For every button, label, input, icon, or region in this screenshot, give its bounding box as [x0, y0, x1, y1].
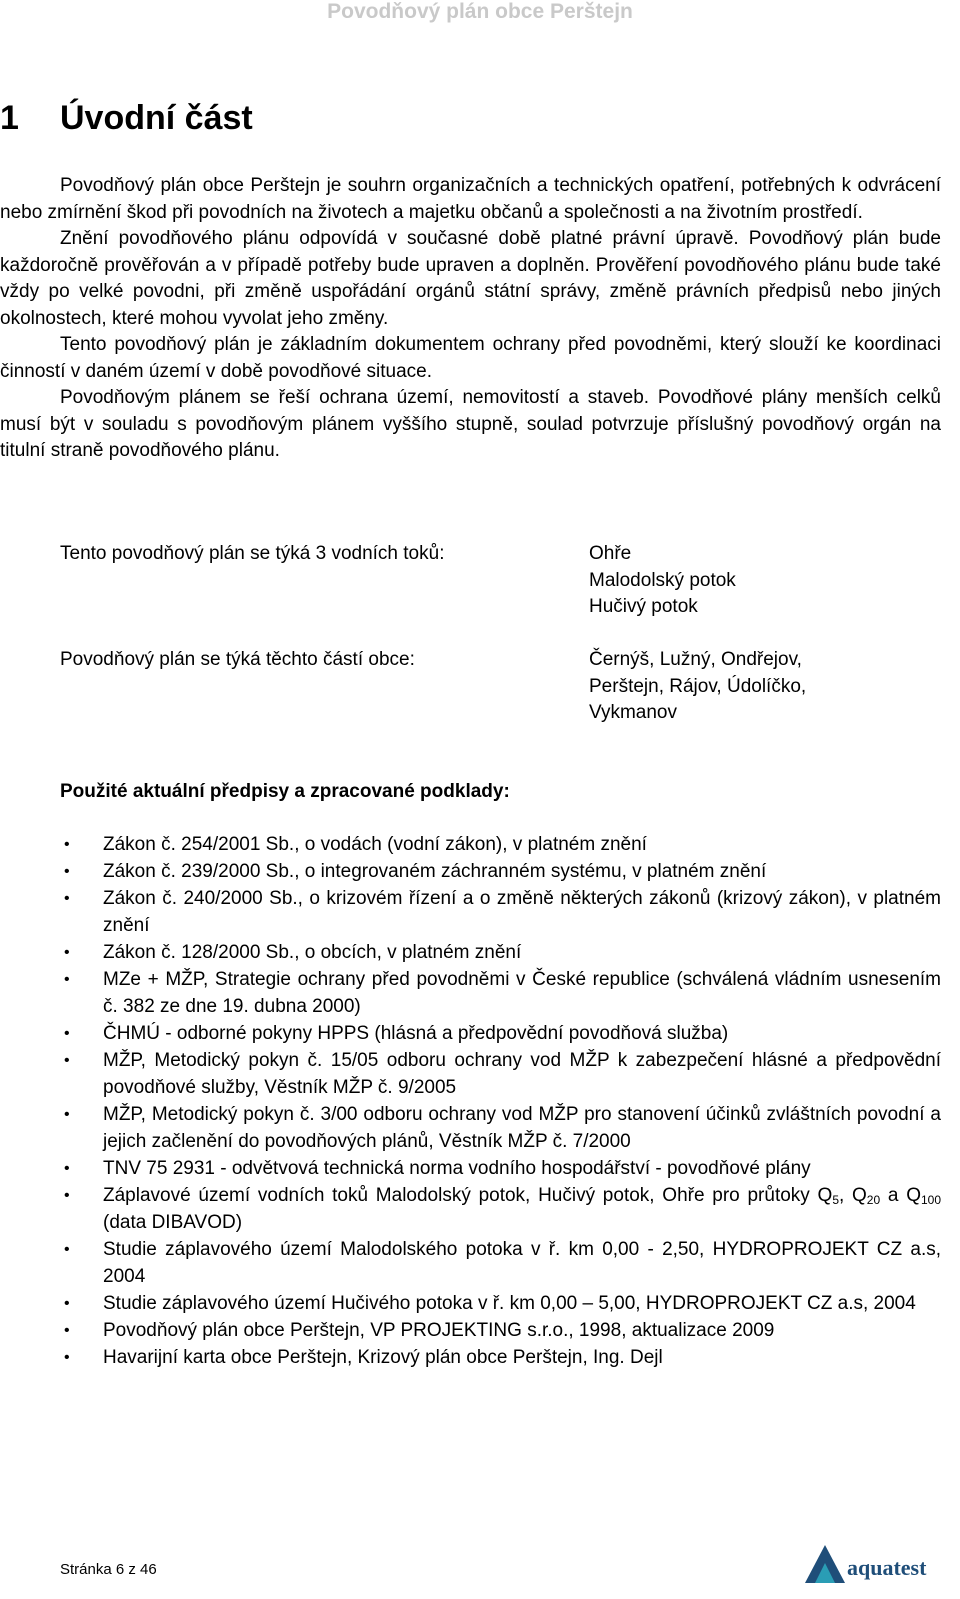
references-list	[0, 831, 941, 1371]
parts-label: Povodňový plán se týká těchto částí obce:	[60, 649, 415, 670]
aquatest-logo	[803, 1535, 953, 1585]
reference-text: Studie záplavového území Hučivého potoka v ř. km 0,00 – 5,00, HYDROPROJEKT CZ a.s, 2004	[103, 1293, 916, 1314]
references-heading: Použité aktuální předpisy a zpracované podklady:	[60, 781, 510, 802]
reference-text: Zákon č. 128/2000 Sb., o obcích, v platném znění	[103, 942, 522, 963]
reference-item	[0, 1101, 941, 1155]
bullet-icon: •	[64, 890, 70, 907]
reference-item	[0, 966, 941, 1020]
bullet-icon: •	[64, 1106, 70, 1123]
chapter-number: 1	[0, 99, 19, 137]
flood-sub-q20: 20	[866, 1193, 881, 1207]
rivers-list	[589, 541, 929, 621]
river-item: Hučivý potok	[589, 596, 698, 617]
flood-sub-q100: 100	[920, 1193, 942, 1207]
bullet-icon: •	[64, 944, 70, 961]
reference-text: TNV 75 2931 - odvětvová technická norma vodního hospodářství - povodňové plány	[103, 1158, 811, 1179]
bullet-icon: •	[64, 836, 70, 853]
running-header: Povodňový plán obce Perštejn	[327, 0, 633, 23]
intro-text	[0, 173, 941, 465]
bullet-icon: •	[64, 1052, 70, 1069]
reference-item	[0, 1344, 941, 1371]
reference-item	[0, 1317, 941, 1344]
reference-text: MŽP, Metodický pokyn č. 15/05 odboru ochrany vod MŽP k zabezpečení hlásné a předpovědní povodňové služby, Věstník MŽP č. 9/2005	[103, 1050, 941, 1098]
intro-paragraph: Tento povodňový plán je základním dokumentem ochrany před povodněmi, který slouží ke koordinaci činností v daném území v době povodňové situace.	[0, 334, 941, 382]
reference-item	[0, 885, 941, 939]
flood-mid: a Q	[880, 1185, 921, 1206]
reference-text: Zákon č. 240/2000 Sb., o krizovém řízení a o změně některých zákonů (krizový zákon), v platném znění	[103, 888, 941, 936]
bullet-icon: •	[64, 1160, 70, 1177]
parts-line: Černýš, Lužný, Ondřejov,	[589, 649, 802, 670]
reference-text: Studie záplavového území Malodolského potoka v ř. km 0,00 - 2,50, HYDROPROJEKT CZ a.s, 2004	[103, 1239, 941, 1287]
reference-item	[0, 1236, 941, 1290]
reference-item	[0, 831, 941, 858]
intro-paragraph: Povodňovým plánem se řeší ochrana území, nemovitostí a staveb. Povodňové plány menších celků musí být v souladu s povodňovým plánem vyššího stupně, soulad potvrzuje příslušný povodňový orgán na titulní straně povodňového plánu.	[0, 387, 941, 461]
reference-item-flood-area	[0, 1182, 941, 1236]
parts-list	[589, 647, 929, 727]
flood-sub-q5: 5	[832, 1193, 839, 1207]
bullet-icon: •	[64, 1025, 70, 1042]
logo-wordmark: aquatest	[847, 1555, 927, 1580]
bullet-icon: •	[64, 1295, 70, 1312]
reference-text: MŽP, Metodický pokyn č. 3/00 odboru ochrany vod MŽP pro stanovení účinků zvláštních povodní a jejich začlenění do povodňových plánů, Věstník MŽP č. 7/2000	[103, 1104, 941, 1152]
chapter-title: Úvodní část	[60, 99, 253, 137]
reference-text: Povodňový plán obce Perštejn, VP PROJEKTING s.r.o., 1998, aktualizace 2009	[103, 1320, 775, 1341]
bullet-icon: •	[64, 1187, 70, 1204]
page-number: Stránka 6 z 46	[60, 1561, 157, 1578]
parts-line: Perštejn, Rájov, Údolíčko,	[589, 675, 807, 697]
flood-suffix: (data DIBAVOD)	[103, 1212, 243, 1233]
flood-mid: , Q	[839, 1185, 867, 1206]
bullet-icon: •	[64, 1241, 70, 1258]
reference-text: Zákon č. 254/2001 Sb., o vodách (vodní zákon), v platném znění	[103, 834, 647, 855]
parts-line: Vykmanov	[589, 702, 677, 723]
river-item: Malodolský potok	[589, 569, 736, 591]
reference-item	[0, 1290, 941, 1317]
reference-text: ČHMÚ - odborné pokyny HPPS (hlásná a předpovědní povodňová služba)	[103, 1023, 729, 1044]
reference-text: Zákon č. 239/2000 Sb., o integrovaném záchranném systému, v platném znění	[103, 861, 767, 882]
flood-prefix: Záplavové území vodních toků Malodolský potok, Hučivý potok, Ohře pro průtoky Q	[103, 1185, 833, 1206]
bullet-icon: •	[64, 1349, 70, 1366]
rivers-label: Tento povodňový plán se týká 3 vodních toků:	[60, 543, 445, 564]
reference-text: Havarijní karta obce Perštejn, Krizový plán obce Perštejn, Ing. Dejl	[103, 1347, 663, 1368]
reference-item	[0, 1020, 941, 1047]
reference-item	[0, 858, 941, 885]
reference-text: MZe + MŽP, Strategie ochrany před povodněmi v České republice (schválená vládním usnesením č. 382 ze dne 19. dubna 2000)	[103, 969, 941, 1017]
river-item: Ohře	[589, 543, 632, 564]
reference-item	[0, 1047, 941, 1101]
reference-item	[0, 1155, 941, 1182]
bullet-icon: •	[64, 971, 70, 988]
bullet-icon: •	[64, 1322, 70, 1339]
intro-paragraph: Znění povodňového plánu odpovídá v současné době platné právní úpravě. Povodňový plán bude každoročně prověřován a v případě potřeby bude upraven a doplněn. Prověření povodňového plánu bude také vždy po velké povodni, při změně uspořádání orgánů státní správy, změně právních předpisů nebo jiných okolnostech, které mohou vyvolat jeho změny.	[0, 228, 941, 329]
reference-item	[0, 939, 941, 966]
chapter-heading	[0, 98, 253, 138]
intro-paragraph: Povodňový plán obce Perštejn je souhrn organizačních a technických opatření, potřebných k odvrácení nebo zmírnění škod při povodních na životech a majetku občanů a společnosti a na životním prostředí.	[0, 175, 941, 223]
bullet-icon: •	[64, 863, 70, 880]
